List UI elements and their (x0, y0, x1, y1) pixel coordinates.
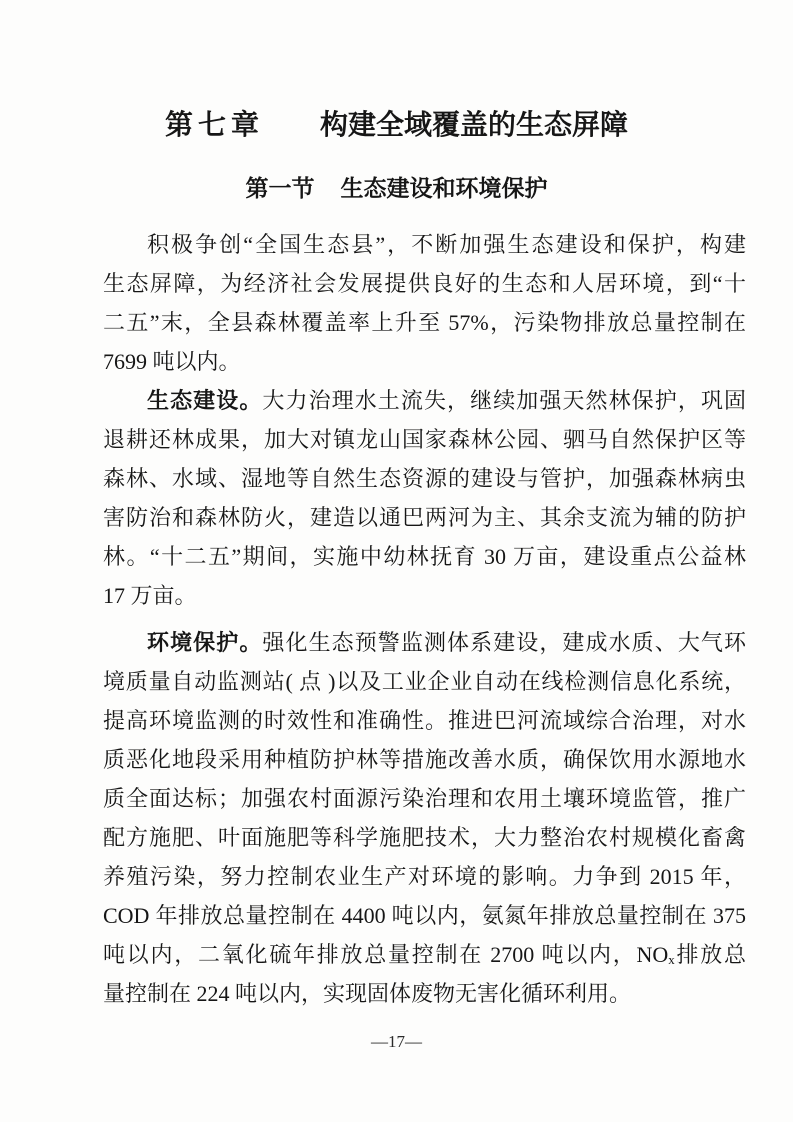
text-line (103, 935, 746, 974)
paragraph-ecological-construction (103, 381, 746, 615)
paragraph-environmental-protection (103, 623, 746, 1013)
text-line: 17 万亩。 (103, 583, 197, 608)
text-line (103, 623, 746, 662)
text-line: 积极争创“全国生态县”，不断加强生态建设和保护，构建 (147, 232, 746, 257)
text-line: 森林、水域、湿地等自然生态资源的建设与管护，加强森林病虫 (103, 466, 746, 491)
section-title: 生态建设和环境保护 (340, 176, 548, 201)
text-line: 7699 吨以内。 (103, 349, 241, 374)
text-span: 吨以内，二氧化硫年排放总量控制在 2700 吨以内，NO (103, 942, 669, 967)
text-line: 退耕还林成果，加大对镇龙山国家森林公园、驷马自然保护区等 (103, 427, 746, 452)
chapter-label: 第七章 (164, 109, 264, 140)
chapter-title: 构建全域覆盖的生态屏障 (320, 109, 629, 140)
text-line: 质全面达标；加强农村面源污染治理和农用土壤环境监管，推广 (103, 786, 746, 811)
run-in-label: 环境保护。 (147, 630, 263, 655)
body-text (103, 225, 746, 1013)
text-line (103, 381, 746, 420)
paragraph-intro (103, 225, 746, 381)
text-line: 林。“十二五”期间，实施中幼林抚育 30 万亩，建设重点公益林 (103, 544, 746, 569)
run-in-label: 生态建设。 (147, 388, 263, 413)
text-line: 量控制在 224 吨以内，实现固体废物无害化循环利用。 (103, 981, 632, 1006)
page-number: —17— (371, 1032, 422, 1051)
section-label: 第一节 (245, 176, 315, 201)
text-line: 质恶化地段采用种植防护林等措施改善水质，确保饮用水源地水 (103, 747, 746, 772)
text-line: 二五”末，全县森林覆盖率上升至 57%，污染物排放总量控制在 (103, 310, 746, 335)
text-span: 大力治理水土流失，继续加强天然林保护，巩固 (262, 388, 746, 413)
text-line: 养殖污染，努力控制农业生产对环境的影响。力争到 2015 年， (103, 864, 746, 889)
text-span: 强化生态预警监测体系建设，建成水质、大气环 (262, 630, 746, 655)
chapter-heading (0, 108, 793, 142)
text-line: 配方施肥、叶面施肥等科学施肥技术，大力整治农村规模化畜禽 (103, 825, 746, 850)
text-line: 境质量自动监测站( 点 )以及工业企业自动在线检测信息化系统， (103, 669, 746, 694)
text-line: COD 年排放总量控制在 4400 吨以内，氨氮年排放总量控制在 375 (103, 903, 746, 928)
subscript-x: x (668, 952, 675, 967)
text-line: 生态屏障，为经济社会发展提供良好的生态和人居环境，到“十 (103, 271, 746, 296)
text-span: 排放总 (674, 942, 746, 967)
text-line: 提高环境监测的时效性和准确性。推进巴河流域综合治理，对水 (103, 708, 746, 733)
section-heading (0, 175, 793, 203)
text-line: 害防治和森林防火，建造以通巴两河为主、其余支流为辅的防护 (103, 505, 746, 530)
